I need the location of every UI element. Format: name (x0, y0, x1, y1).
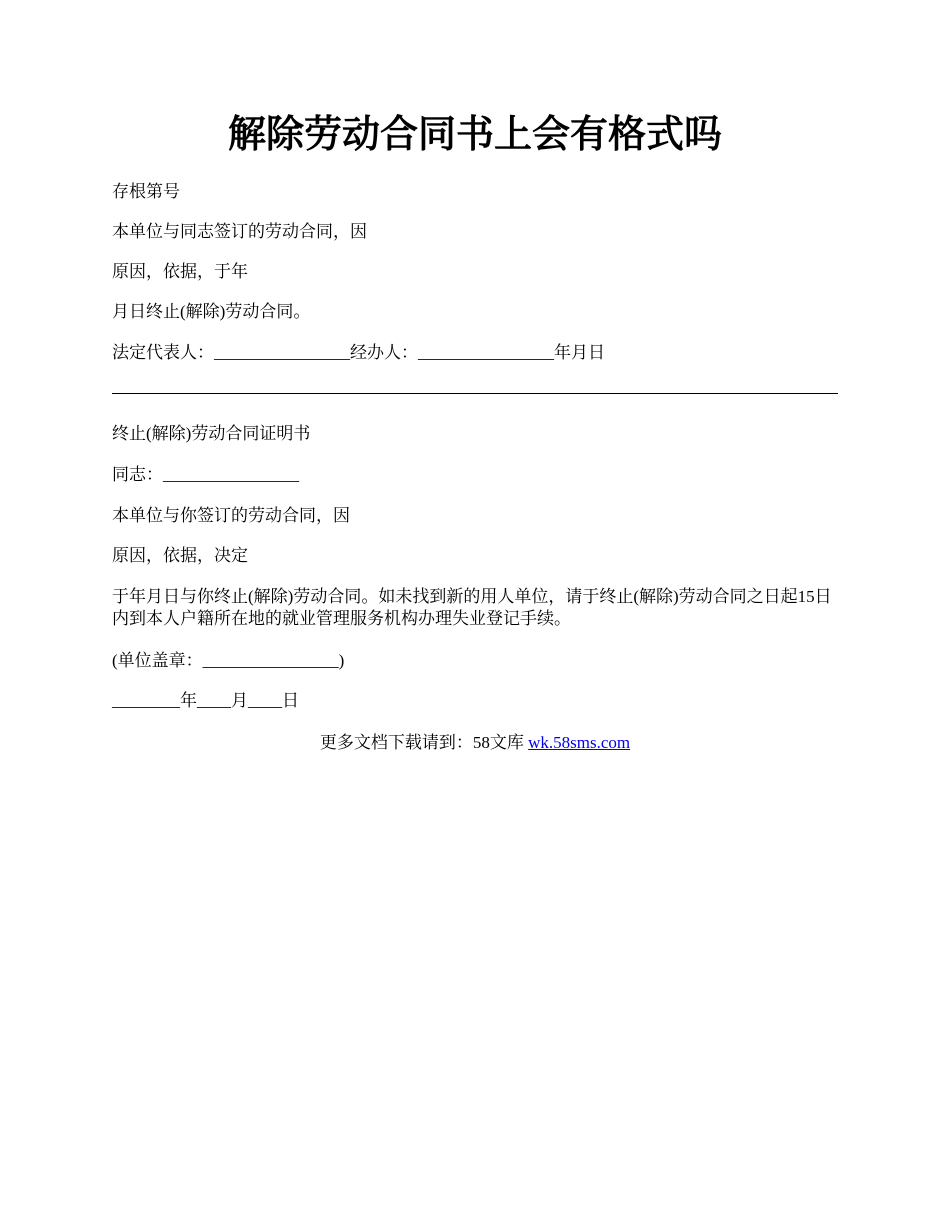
certificate-heading: 终止(解除)劳动合同证明书 (112, 424, 311, 443)
stub-termination-line: 月日终止(解除)劳动合同。 (112, 302, 311, 321)
certificate-reason-line: 原因，依据，决定 (112, 546, 248, 565)
certificate-date-line: ________年____月____日 (112, 691, 299, 710)
certificate-seal-line: (单位盖章：________________) (112, 651, 345, 670)
certificate-body-paragraph: 于年月日与你终止(解除)劳动合同。如未找到新的用人单位，请于终止(解除)劳动合同之日起15日内到本人户籍所在地的就业管理服务机构办理失业登记手续。 (112, 587, 832, 628)
footer-link[interactable]: wk.58sms.com (528, 733, 631, 752)
stub-contract-line: 本单位与同志签订的劳动合同，因 (112, 222, 367, 241)
download-footer (0, 732, 950, 754)
stub-signature-line: 法定代表人：________________经办人：________________年月日 (112, 343, 605, 362)
separator-line (112, 393, 838, 394)
page-title: 解除劳动合同书上会有格式吗 (227, 114, 722, 156)
certificate-contract-line: 本单位与你签订的劳动合同，因 (112, 506, 350, 525)
stub-reason-line: 原因，依据，于年 (112, 262, 248, 281)
stub-number-line: 存根第号 (112, 182, 180, 201)
certificate-addressee-line: 同志：________________ (112, 465, 299, 484)
footer-text: 更多文档下载请到：58文库 (319, 733, 524, 752)
